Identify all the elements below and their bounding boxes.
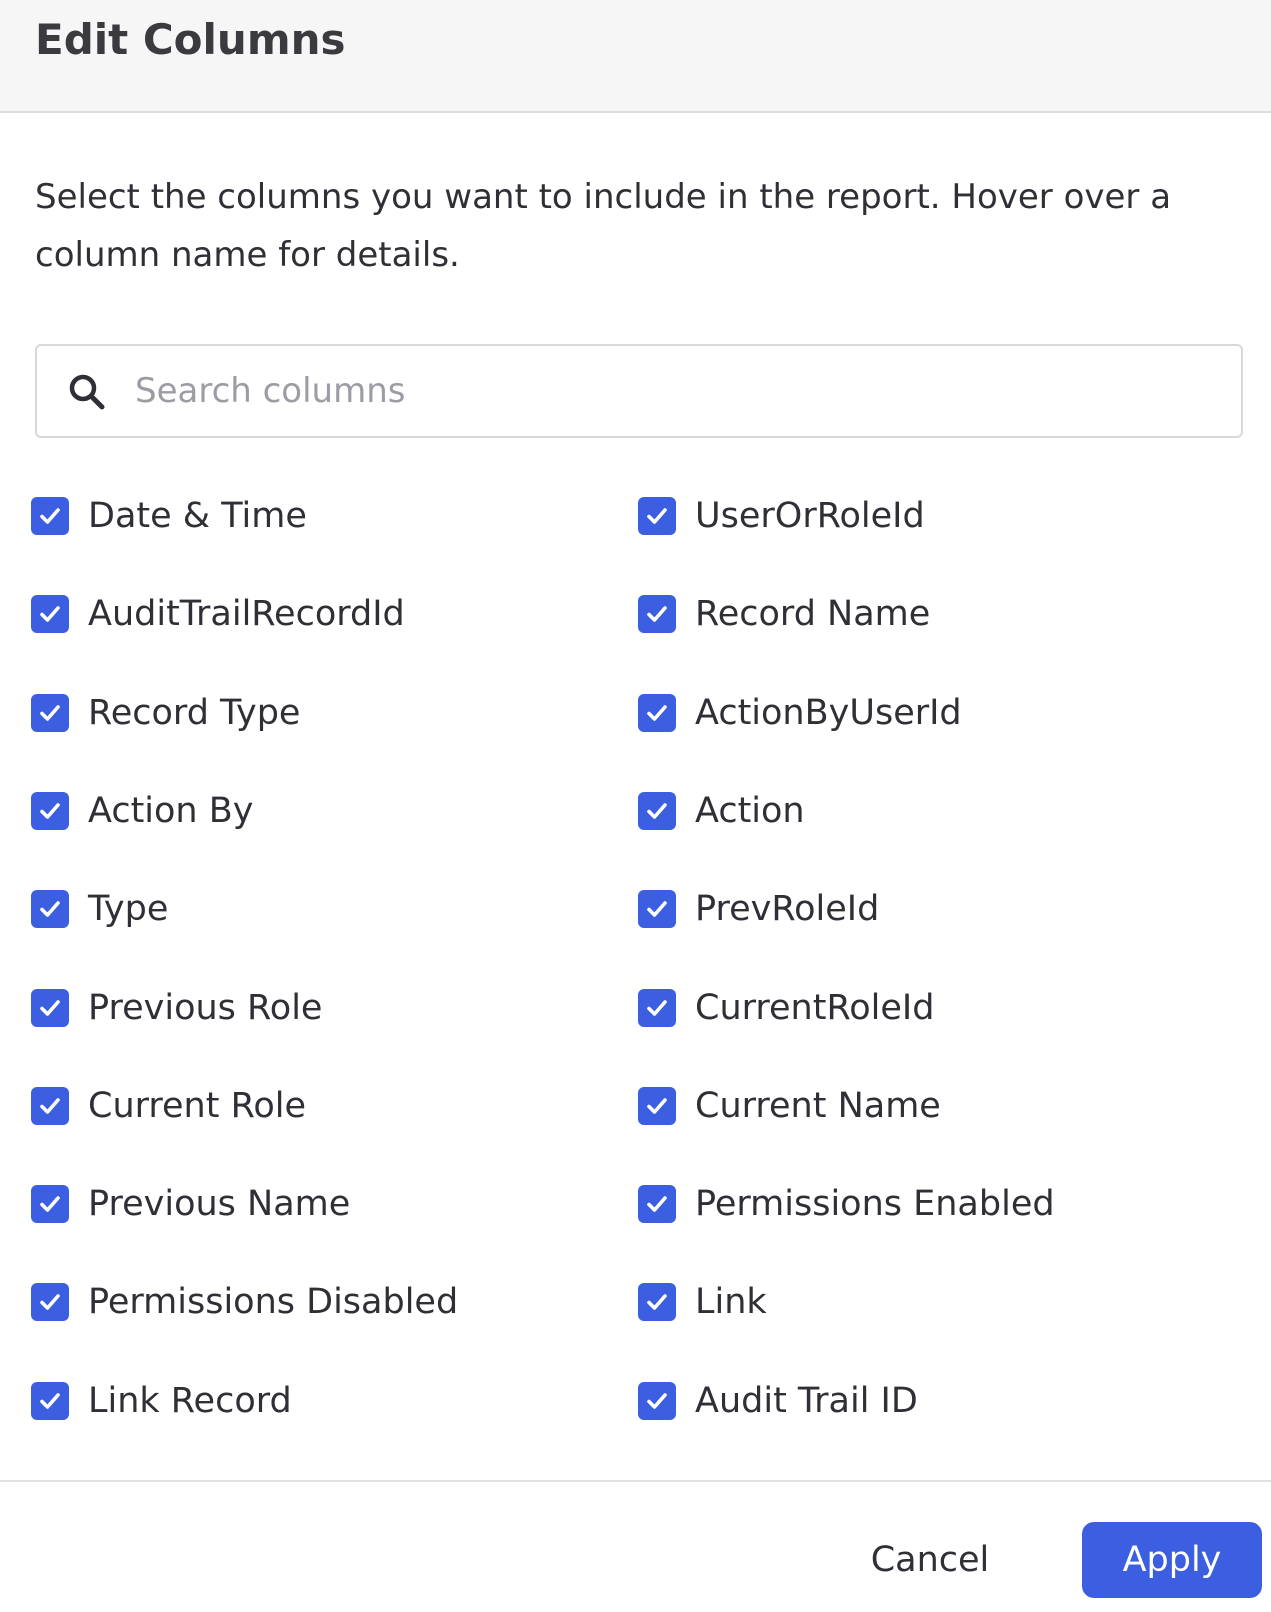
column-option[interactable] [31, 879, 168, 939]
column-option[interactable] [31, 978, 322, 1038]
column-checkbox[interactable] [31, 792, 69, 830]
column-label: Action By [88, 791, 254, 831]
column-checkbox[interactable] [31, 1283, 69, 1321]
column-option[interactable] [638, 781, 805, 841]
checkmark-icon [644, 896, 670, 922]
column-checkbox[interactable] [31, 1185, 69, 1223]
column-option[interactable] [31, 1371, 292, 1431]
column-label: Link [695, 1282, 767, 1322]
column-option[interactable] [638, 879, 879, 939]
column-checkbox[interactable] [638, 1382, 676, 1420]
column-label: Record Name [695, 594, 931, 634]
column-checkbox[interactable] [31, 890, 69, 928]
column-option[interactable] [31, 486, 307, 546]
checkmark-icon [37, 798, 63, 824]
checkmark-icon [644, 798, 670, 824]
column-option[interactable] [638, 486, 925, 546]
checkmark-icon [644, 503, 670, 529]
column-option[interactable] [638, 1371, 918, 1431]
column-checkbox[interactable] [638, 989, 676, 1027]
checkmark-icon [644, 1388, 670, 1414]
column-checkbox[interactable] [638, 694, 676, 732]
checkmark-icon [37, 503, 63, 529]
column-label: Audit Trail ID [695, 1381, 918, 1421]
column-label: Current Role [88, 1086, 306, 1126]
column-checkbox[interactable] [638, 1185, 676, 1223]
dialog-footer [0, 1480, 1271, 1612]
column-label: Date & Time [88, 496, 307, 536]
checkmark-icon [644, 1093, 670, 1119]
search-box[interactable] [35, 344, 1243, 438]
column-option[interactable] [638, 978, 934, 1038]
checkmark-icon [644, 1191, 670, 1217]
columns-list [0, 478, 1271, 1472]
column-checkbox[interactable] [638, 497, 676, 535]
column-label: PrevRoleId [695, 889, 880, 929]
column-label: Link Record [88, 1381, 292, 1421]
column-label: UserOrRoleId [695, 496, 925, 536]
apply-button[interactable]: Apply [1082, 1522, 1262, 1598]
column-option[interactable] [31, 683, 300, 743]
column-checkbox[interactable] [31, 595, 69, 633]
checkmark-icon [644, 700, 670, 726]
column-checkbox[interactable] [638, 792, 676, 830]
column-checkbox[interactable] [638, 1087, 676, 1125]
column-label: Action [695, 791, 805, 831]
checkmark-icon [644, 1289, 670, 1315]
dialog-header [0, 0, 1271, 113]
column-label: Type [88, 889, 169, 929]
column-label: Previous Name [88, 1184, 351, 1224]
column-checkbox[interactable] [31, 497, 69, 535]
dialog-description: Select the columns you want to include in the report. Hover over a column name for details. [35, 177, 1172, 275]
dialog-title: Edit Columns [35, 15, 346, 64]
column-option[interactable] [31, 781, 253, 841]
cancel-button[interactable]: Cancel [860, 1522, 1000, 1598]
column-checkbox[interactable] [638, 1283, 676, 1321]
column-option[interactable] [638, 1174, 1055, 1234]
column-option[interactable] [31, 1174, 350, 1234]
checkmark-icon [37, 995, 63, 1021]
column-label: Current Name [695, 1086, 941, 1126]
column-label: Permissions Enabled [695, 1184, 1055, 1224]
column-label: Previous Role [88, 988, 323, 1028]
column-option[interactable] [638, 584, 930, 644]
column-label: AuditTrailRecordId [88, 594, 405, 634]
column-checkbox[interactable] [31, 1382, 69, 1420]
column-option[interactable] [31, 584, 405, 644]
column-label: ActionByUserId [695, 693, 962, 733]
column-option[interactable] [31, 1076, 306, 1136]
checkmark-icon [37, 601, 63, 627]
checkmark-icon [37, 896, 63, 922]
checkmark-icon [37, 1289, 63, 1315]
checkmark-icon [644, 995, 670, 1021]
column-label: Permissions Disabled [88, 1282, 459, 1322]
column-option[interactable] [638, 1272, 767, 1332]
checkmark-icon [37, 700, 63, 726]
column-option[interactable] [638, 683, 962, 743]
column-checkbox[interactable] [31, 1087, 69, 1125]
column-checkbox[interactable] [638, 890, 676, 928]
checkmark-icon [37, 1093, 63, 1119]
column-checkbox[interactable] [31, 694, 69, 732]
column-checkbox[interactable] [638, 595, 676, 633]
checkmark-icon [37, 1191, 63, 1217]
column-option[interactable] [638, 1076, 941, 1136]
column-label: CurrentRoleId [695, 988, 935, 1028]
column-option[interactable] [31, 1272, 458, 1332]
checkmark-icon [644, 601, 670, 627]
checkmark-icon [37, 1388, 63, 1414]
column-checkbox[interactable] [31, 989, 69, 1027]
column-label: Record Type [88, 693, 301, 733]
search-icon [67, 372, 107, 412]
search-input[interactable] [135, 356, 1215, 426]
